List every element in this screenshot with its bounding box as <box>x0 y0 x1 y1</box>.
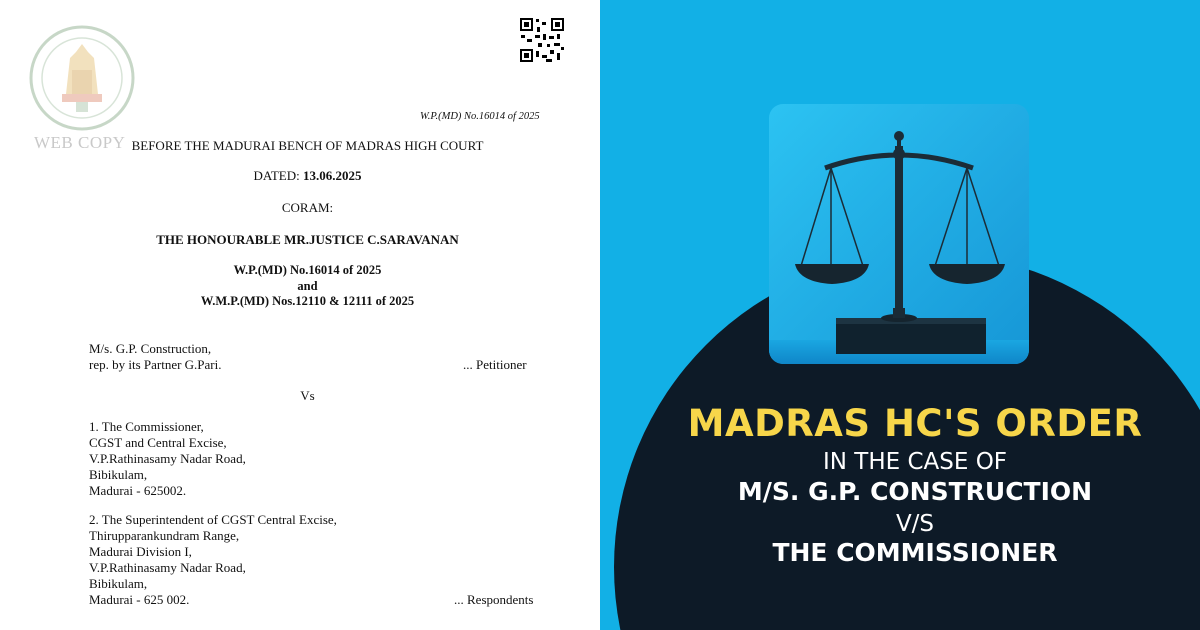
respondent-line: Madurai - 625002. <box>89 483 187 498</box>
case-number-1: W.P.(MD) No.16014 of 2025 <box>233 263 382 277</box>
respondent-line: 2. The Superintendent of CGST Central Excise, <box>89 512 337 527</box>
dated-line <box>0 168 615 184</box>
case-number-2: W.M.P.(MD) Nos.12110 & 12111 of 2025 <box>200 294 415 308</box>
respondent-line: Madurai - 625 002. <box>89 592 190 607</box>
respondents-label: ... Respondents <box>454 592 534 607</box>
petitioner-line: rep. by its Partner G.Pari. <box>89 357 222 372</box>
respondent-line: Bibikulam, <box>89 576 148 591</box>
court-emblem-icon <box>28 24 136 132</box>
court-name: BEFORE THE MADURAI BENCH OF MADRAS HIGH COURT <box>131 138 484 153</box>
petitioner-line: M/s. G.P. Construction, <box>89 341 212 356</box>
headline-panel <box>600 0 1200 630</box>
dated-label: DATED: <box>253 168 300 183</box>
petitioner-block <box>89 341 222 373</box>
respondent-line: V.P.Rathinasamy Nadar Road, <box>89 560 246 575</box>
headline-title: MADRAS HC'S ORDER <box>687 402 1143 445</box>
respondent-1-block <box>89 419 246 499</box>
case-reference: W.P.(MD) No.16014 of 2025 <box>420 111 540 122</box>
respondent-line: 1. The Commissioner, <box>89 419 204 434</box>
headline-in-the-case-of: IN THE CASE OF <box>822 449 1008 475</box>
versus: Vs <box>300 388 315 403</box>
headline-petitioner: M/S. G.P. CONSTRUCTION <box>737 477 1093 506</box>
petitioner-label: ... Petitioner <box>463 357 527 372</box>
respondent-2-block <box>89 512 337 608</box>
coram: CORAM: <box>281 200 334 215</box>
dated-value: 13.06.2025 <box>302 168 362 183</box>
respondent-line: CGST and Central Excise, <box>89 435 227 450</box>
qr-code-icon <box>519 17 565 63</box>
headline-versus: V/S <box>895 511 935 537</box>
case-and: and <box>297 279 318 293</box>
respondent-line: V.P.Rathinasamy Nadar Road, <box>89 451 246 466</box>
respondent-line: Thirupparankundram Range, <box>89 528 240 543</box>
watermark: WEB COPY <box>34 133 126 152</box>
headline-respondent: THE COMMISSIONER <box>772 538 1058 567</box>
respondent-line: Bibikulam, <box>89 467 148 482</box>
scales-of-justice-icon <box>769 104 1029 364</box>
respondent-line: Madurai Division I, <box>89 544 192 559</box>
scales-of-justice-photo <box>769 104 1029 364</box>
judge-name: THE HONOURABLE MR.JUSTICE C.SARAVANAN <box>156 232 459 247</box>
